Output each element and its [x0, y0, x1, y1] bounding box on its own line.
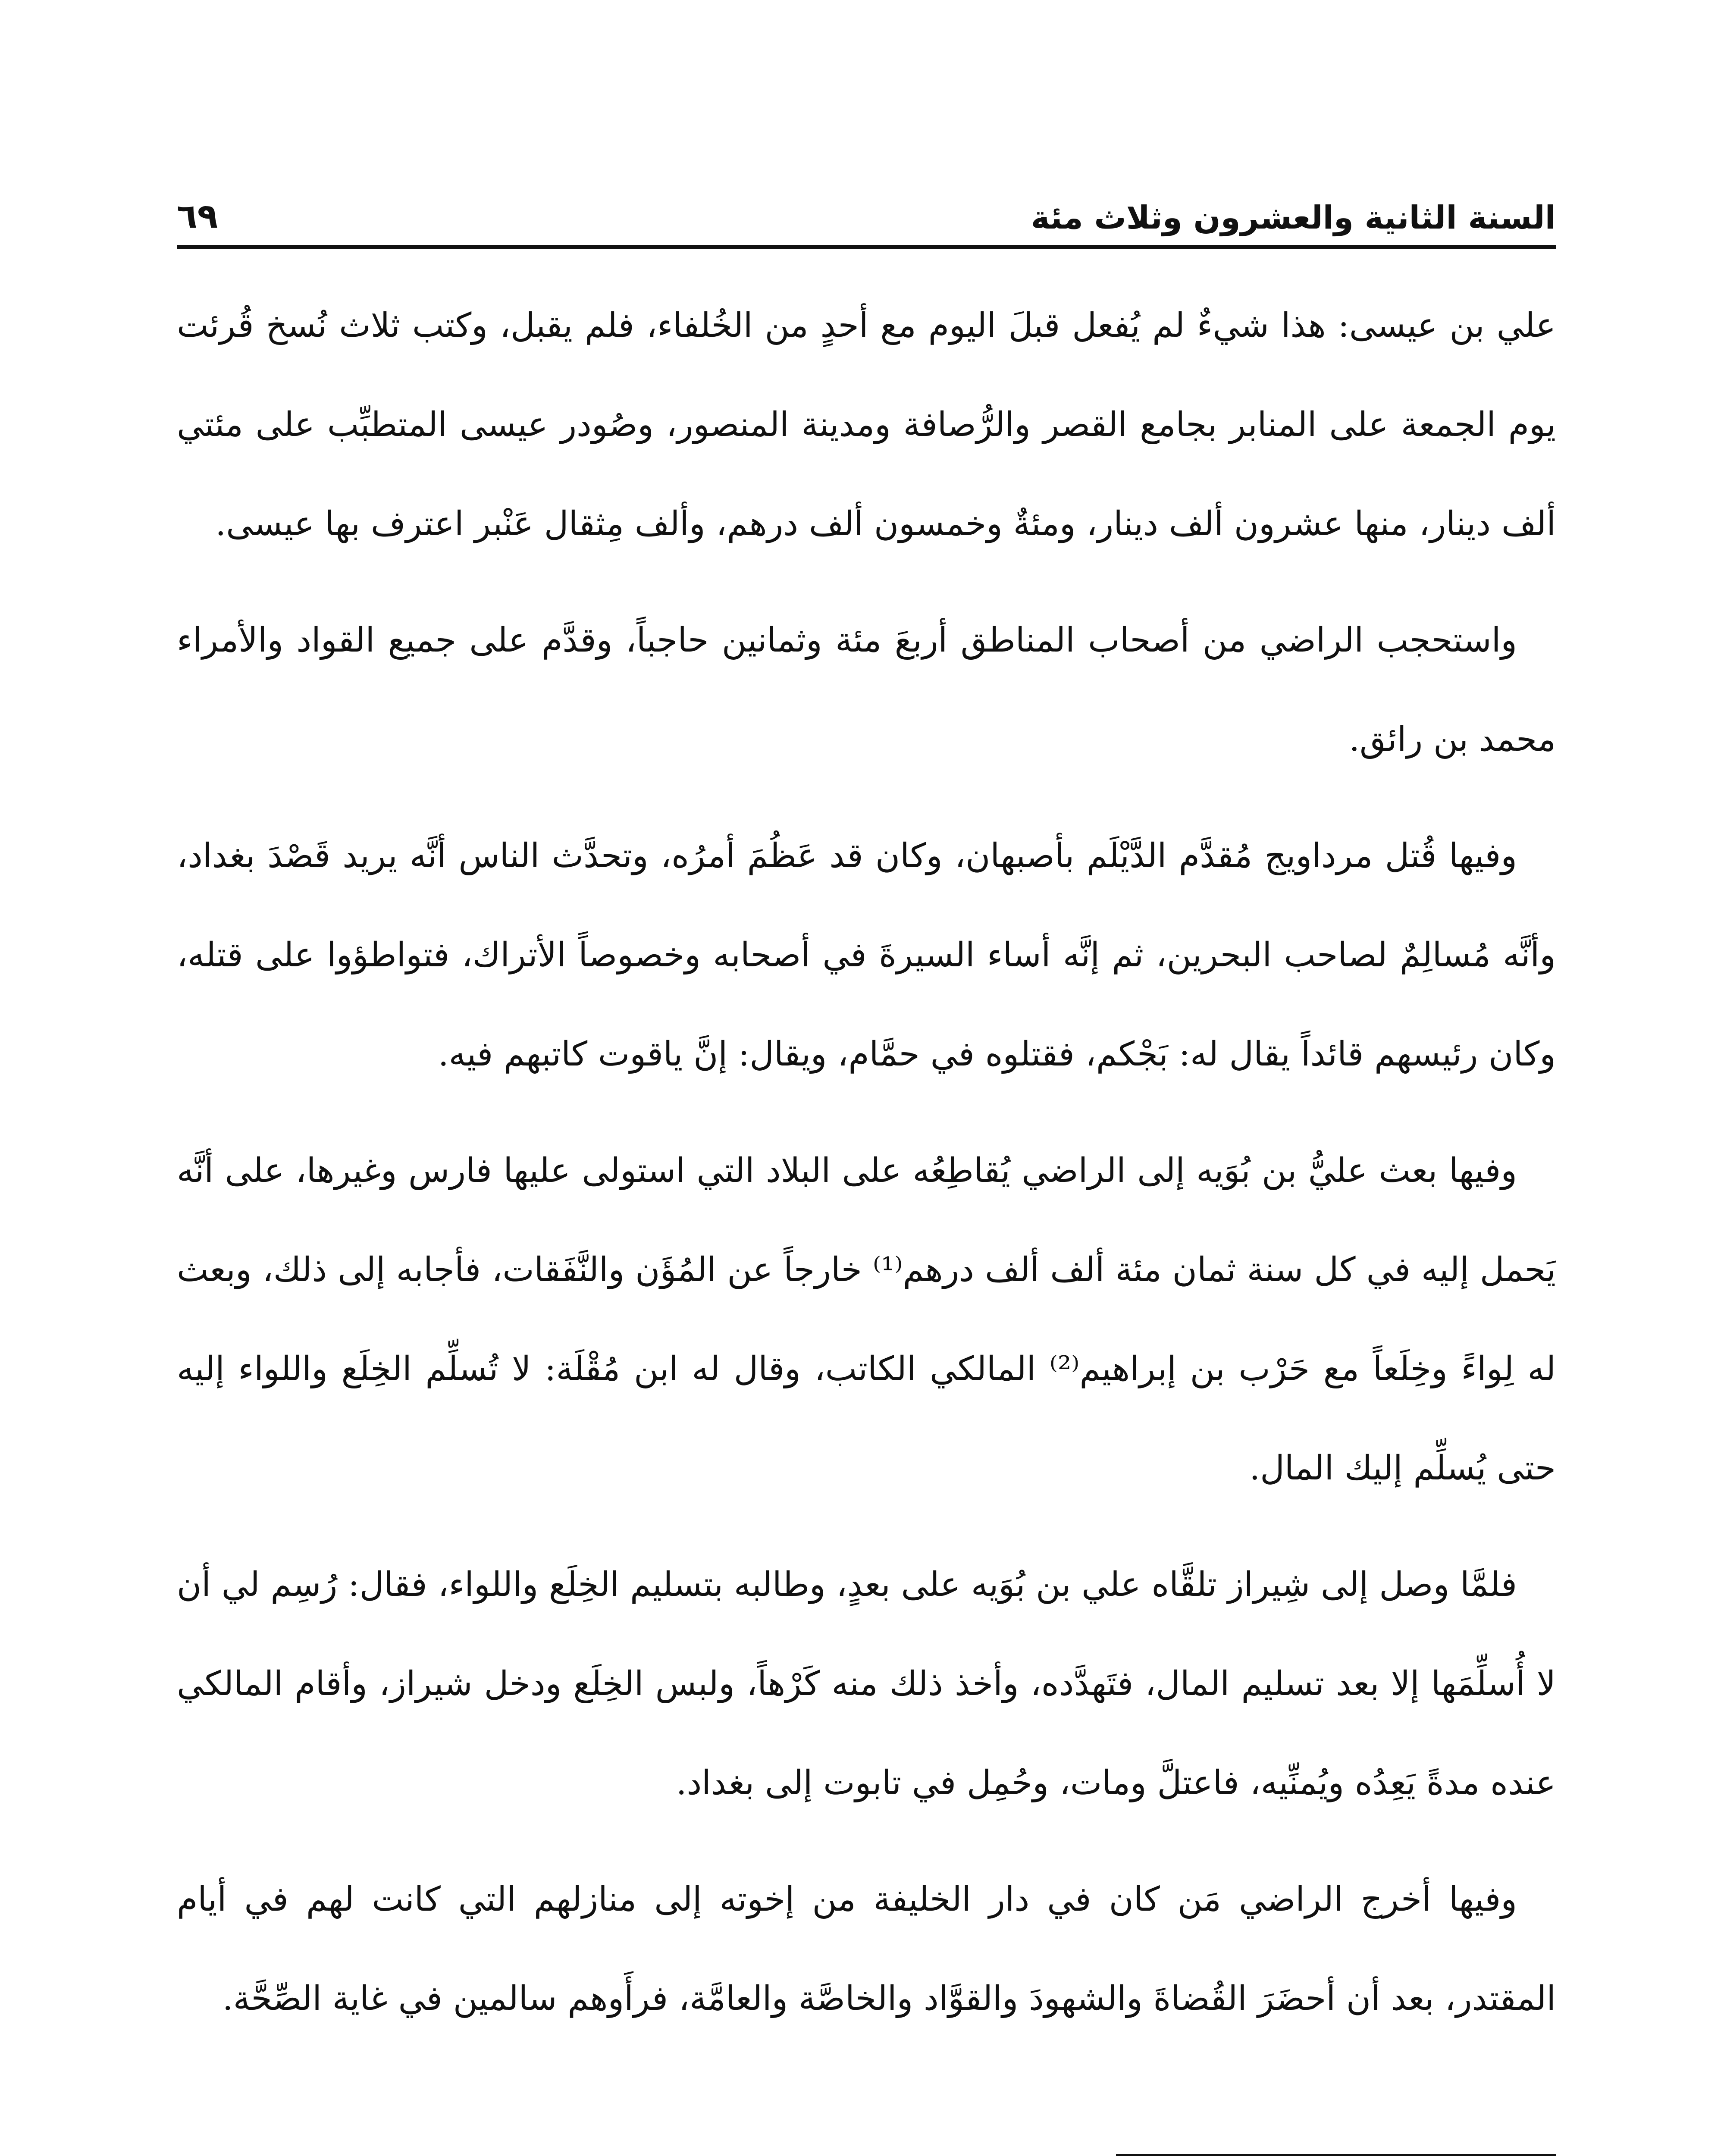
page-number: ٦٩ [177, 197, 218, 236]
running-title: السنة الثانية والعشرون وثلاث مئة [1031, 199, 1556, 237]
paragraph: فلمَّا وصل إلى شِيراز تلقَّاه علي بن بُوَيه على بعدٍ، وطالبه بتسليم الخِلَع واللواء، فقال: رُسِم لي أن لا أُسلِّمَها إلا بعد تسليم المال، فتَهدَّده، وأخذ ذلك منه كَرْهاً، ولبس الخِلَع ودخل شيراز، وأقام المالكي عنده مدةً يَعِدُه ويُمنِّيه، فاعتلَّ ومات، وحُمِل في تابوت إلى بغداد. [177, 1565, 1556, 1802]
paragraph: وفيها قُتل مرداويج مُقدَّم الدَّيْلَم بأصبهان، وكان قد عَظُمَ أمرُه، وتحدَّث الناس أنَّه يريد قَصْدَ بغداد، وأنَّه مُسالِمٌ لصاحب البحرين، ثم إنَّه أساء السيرةَ في أصحابه وخصوصاً الأتراك، فتواطؤوا على قتله، وكان رئيسهم قائداً يقال له: بَجْكم، فقتلوه في حمَّام، ويقال: إنَّ ياقوت كاتبهم فيه. [177, 837, 1556, 1074]
header-rule [177, 245, 1556, 249]
main-text [177, 276, 1556, 2065]
paragraph: وفيها أخرج الراضي مَن كان في دار الخليفة من إخوته إلى منازلهم التي كانت لهم في أيام المقتدر، بعد أن أحضَرَ القُضاةَ والشهودَ والقوَّاد والخاصَّة والعامَّة، فرأَوهم سالمين في غاية الصِّحَّة. [177, 1880, 1556, 2018]
footnote-separator [1116, 2154, 1556, 2156]
page-header [177, 172, 1556, 237]
paragraph: وفيها بعث عليُّ بن بُوَيه إلى الراضي يُقاطِعُه على البلاد التي استولى عليها فارس وغيرها، على أنَّه يَحمل إليه في كل سنة ثمان مئة ألف ألف درهم⁽¹⁾ خارجاً عن المُؤَن والنَّفَقات، فأجابه إلى ذلك، وبعث له لِواءً وخِلَعاً مع حَرْب بن إبراهيم⁽²⁾ المالكي الكاتب، وقال له ابن مُقْلَة: لا تُسلِّم الخِلَع واللواء إليه حتى يُسلِّم إليك المال. [177, 1151, 1556, 1488]
paragraph: واستحجب الراضي من أصحاب المناطق أربعَ مئة وثمانين حاجباً، وقدَّم على جميع القواد والأمراء محمد بن رائق. [177, 621, 1556, 759]
paragraph: علي بن عيسى: هذا شيءٌ لم يُفعل قبلَ اليوم مع أحدٍ من الخُلفاء، فلم يقبل، وكتب ثلاث نُسخ قُرئت يوم الجمعة على المنابر بجامع القصر والرُّصافة ومدينة المنصور، وصُودر عيسى المتطبِّب على مئتي ألف دينار، منها عشرون ألف دينار، ومئةٌ وخمسون ألف درهم، وألف مِثقال عَنْبر اعترف بها عيسى. [177, 306, 1556, 543]
